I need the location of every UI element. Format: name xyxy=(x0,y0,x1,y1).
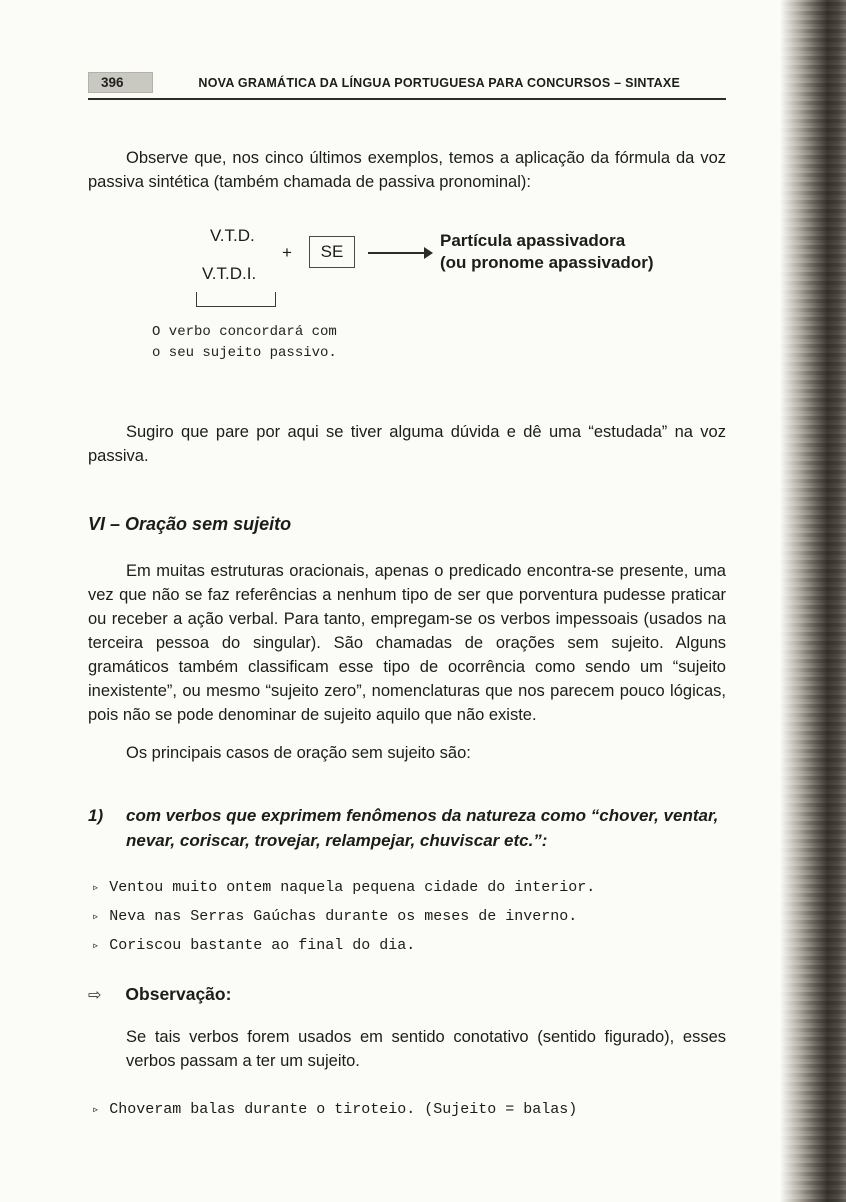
page-number: 396 xyxy=(88,72,153,93)
example-text: Coriscou bastante ao final do dia. xyxy=(109,937,416,954)
triangle-bullet-icon: ▹ xyxy=(92,881,100,895)
diagram-vtdi-label: V.T.D.I. xyxy=(202,264,257,283)
diagram-result-line2: (ou pronome apassivador) xyxy=(440,253,654,272)
observation-label: Observação: xyxy=(125,984,232,1004)
triangle-bullet-icon: ▹ xyxy=(92,1103,100,1117)
example-text: Ventou muito ontem naquela pequena cidade do interior. xyxy=(109,879,596,896)
se-box: SE xyxy=(309,236,355,268)
example-list xyxy=(88,879,726,954)
passive-voice-diagram xyxy=(88,224,726,392)
list-item xyxy=(92,937,726,954)
observation-heading xyxy=(88,984,726,1005)
arrow-head-icon xyxy=(424,247,433,259)
list-item xyxy=(92,908,726,925)
page-content xyxy=(88,72,726,1118)
diagram-note xyxy=(152,322,337,364)
intro-paragraph: Observe que, nos cinco últimos exemplos, temos a aplicação da fórmula da voz passiva sintética (também chamada de passiva pronominal): xyxy=(88,149,726,191)
suggestion-paragraph: Sugiro que pare por aqui se tiver alguma dúvida e dê uma “estudada” na voz passiva. xyxy=(88,423,726,465)
bracket-shape xyxy=(196,292,276,307)
arrow-right-icon: ⇨ xyxy=(88,987,102,1004)
diagram-note-line1: O verbo concordará com xyxy=(152,324,337,340)
example-text: Choveram balas durante o tiroteio. (Sujeito = balas) xyxy=(109,1101,578,1118)
page-header xyxy=(88,72,726,100)
book-binding-shadow xyxy=(780,0,846,1202)
triangle-bullet-icon: ▹ xyxy=(92,910,100,924)
diagram-result-label xyxy=(440,230,653,274)
triangle-bullet-icon: ▹ xyxy=(92,939,100,953)
section-heading: VI – Oração sem sujeito xyxy=(88,514,292,534)
list-item xyxy=(92,879,726,896)
section-paragraph: Em muitas estruturas oracionais, apenas o predicado encontra-se presente, uma vez que não se faz referências a nenhum tipo de ser que porventura pudesse praticar ou receber a ação verbal. Para tanto, empregam-se os verbos impessoais (usados na terceira pessoa do singular). São chamadas de orações sem sujeito. Alguns gramáticos também classificam esse tipo de ocorrência como sendo um “sujeito inexistente”, ou mesmo “sujeito zero”, nomenclaturas que nos parecem pouco lógicas, pois não se pode denominar de sujeito aquilo que não existe. xyxy=(88,562,726,724)
plus-sign: + xyxy=(282,243,292,262)
running-title: NOVA GRAMÁTICA DA LÍNGUA PORTUGUESA PARA CONCURSOS – SINTAXE xyxy=(198,75,681,90)
arrow-icon xyxy=(368,252,426,254)
diagram-vtd-label: V.T.D. xyxy=(210,226,255,245)
diagram-note-line2: o seu sujeito passivo. xyxy=(152,345,337,361)
example-text: Neva nas Serras Gaúchas durante os meses de inverno. xyxy=(109,908,578,925)
case-1-text: com verbos que exprimem fenômenos da natureza como “chover, ventar, nevar, coriscar, trovejar, relampejar, chuviscar etc.”: xyxy=(126,806,719,850)
case-1-heading xyxy=(88,803,726,853)
case-1-number: 1) xyxy=(88,806,104,825)
cases-intro-paragraph: Os principais casos de oração sem sujeito são: xyxy=(126,744,471,762)
observation-paragraph: Se tais verbos forem usados em sentido conotativo (sentido figurado), esses verbos passam a ter um sujeito. xyxy=(126,1028,726,1070)
diagram-result-line1: Partícula apassivadora xyxy=(440,231,626,250)
list-item xyxy=(92,1101,726,1118)
